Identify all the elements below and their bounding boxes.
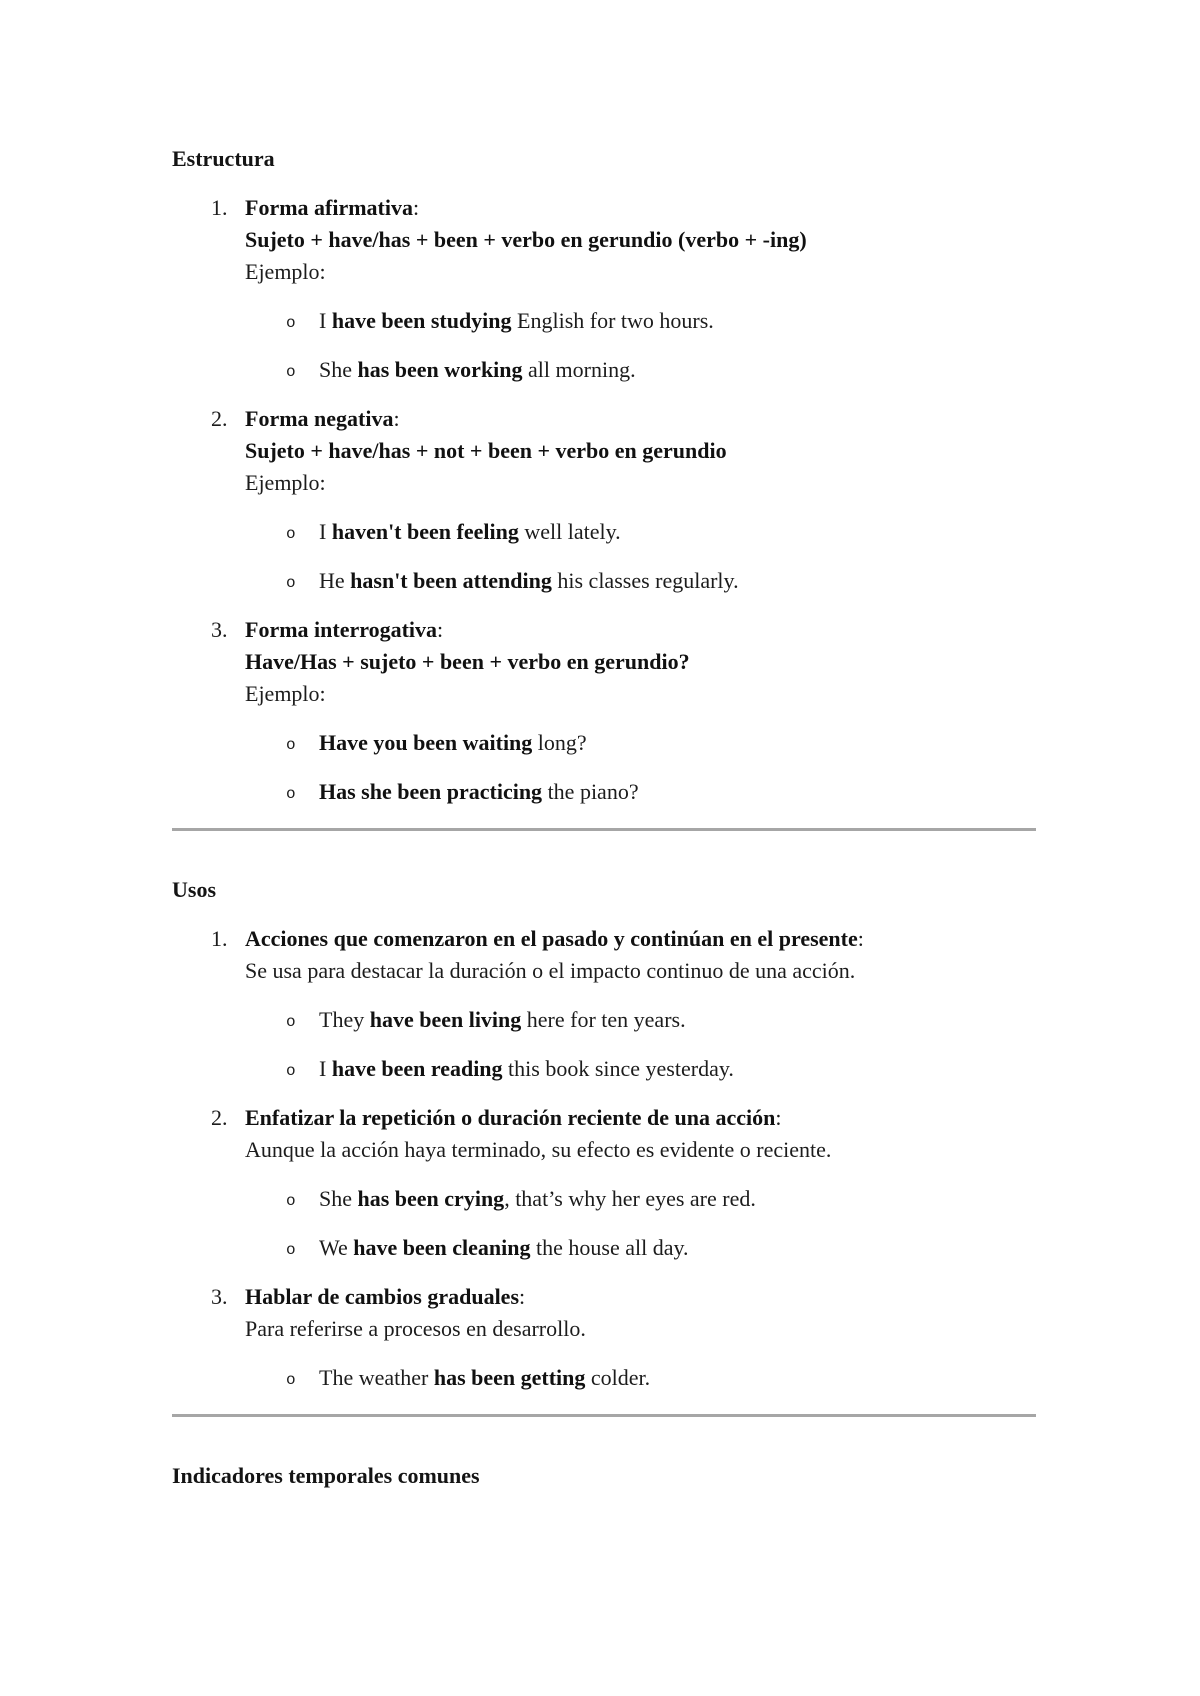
text-run: colder. [585,1365,651,1390]
item-line [245,1281,1036,1313]
text-run: The weather [319,1365,434,1390]
bold-text: have been studying [331,308,512,333]
example-item [245,1004,1036,1036]
list-number: 3. [211,1284,228,1309]
text-run: : [437,617,444,642]
list-item [172,614,1036,808]
list-item [172,192,1036,386]
bullet-marker: o [286,314,296,332]
example-item [245,516,1036,548]
text-run: I [319,1056,332,1081]
bold-text: Forma negativa [245,406,394,431]
bold-text: have been living [369,1007,522,1032]
text-run: all morning. [522,357,636,382]
text-run: We [319,1235,354,1260]
list-number: 1. [211,926,228,951]
section-divider [172,828,1036,831]
list-item [172,1102,1036,1264]
bold-text: Sujeto + have/has + not + been + verbo en gerundio [245,438,727,463]
text-run: Ejemplo: [245,470,326,495]
item-line [245,1102,1036,1134]
bullet-marker: o [286,736,296,754]
example-item [245,1053,1036,1085]
list-item [172,923,1036,1085]
item-line [245,256,1036,288]
example-item [245,565,1036,597]
example-item [245,1362,1036,1394]
list-item [172,1281,1036,1394]
text-run: I [319,519,332,544]
list-number: 3. [211,617,228,642]
text-run: They [319,1007,370,1032]
text-run: Aunque la acción haya terminado, su efecto es evidente o reciente. [245,1137,832,1162]
example-item [245,1232,1036,1264]
text-run: the piano? [542,779,639,804]
item-line [245,403,1036,435]
item-line [245,955,1036,987]
text-run: his classes regularly. [551,568,739,593]
text-run: I [319,308,332,333]
text-run: long? [532,730,587,755]
section-divider [172,1414,1036,1417]
example-list [245,516,1036,597]
example-list [245,1004,1036,1085]
list-item-body [245,192,1036,386]
text-run: She [319,1186,358,1211]
bullet-marker: o [286,1192,296,1210]
text-run: Ejemplo: [245,259,326,284]
text-run: : [775,1105,782,1130]
bold-text: haven't been feeling [331,519,519,544]
list-item [172,403,1036,597]
bold-text: has been crying [357,1186,505,1211]
section-title: Usos [172,877,217,902]
text-run: this book since yesterday. [502,1056,734,1081]
numbered-list [172,192,1036,808]
bullet-marker: o [286,785,296,803]
bold-text: Have/Has + sujeto + been + verbo en gerundio? [245,649,690,674]
section-title: Indicadores temporales comunes [172,1463,480,1488]
numbered-list [172,923,1036,1394]
example-list [245,1362,1036,1394]
item-line [245,646,1036,678]
bold-text: Enfatizar la repetición o duración reciente de una acción [245,1105,776,1130]
bullet-marker: o [286,1062,296,1080]
text-run: the house all day. [530,1235,689,1260]
item-line [245,224,1036,256]
bold-text: Has she been practicing [319,779,543,804]
bold-text: has been working [357,357,523,382]
list-item-body [245,1281,1036,1394]
text-run: : [413,195,420,220]
item-line [245,923,1036,955]
list-item-body [245,403,1036,597]
bullet-marker: o [286,1241,296,1259]
text-run: well lately. [518,519,621,544]
item-line [245,1313,1036,1345]
bullet-marker: o [286,1013,296,1031]
text-run: here for ten years. [521,1007,686,1032]
text-run: Se usa para destacar la duración o el impacto continuo de una acción. [245,958,856,983]
item-line [245,1134,1036,1166]
example-item [245,727,1036,759]
item-line [245,467,1036,499]
list-number: 1. [211,195,228,220]
bold-text: Have you been waiting [319,730,533,755]
bold-text: Hablar de cambios graduales [245,1284,520,1309]
text-run: She [319,357,358,382]
item-line [245,614,1036,646]
text-run: , that’s why her eyes are red. [504,1186,756,1211]
bold-text: have been reading [331,1056,503,1081]
item-line [245,678,1036,710]
bold-text: has been getting [433,1365,586,1390]
bold-text: hasn't been attending [350,568,552,593]
text-run: : [857,926,864,951]
example-list [245,1183,1036,1264]
text-run: He [319,568,351,593]
text-run: : [519,1284,526,1309]
example-item [245,1183,1036,1215]
bullet-marker: o [286,1371,296,1389]
example-item [245,354,1036,386]
item-line [245,192,1036,224]
list-item-body [245,614,1036,808]
text-run: Ejemplo: [245,681,326,706]
example-item [245,305,1036,337]
example-list [245,727,1036,808]
item-line [245,435,1036,467]
list-item-body [245,1102,1036,1264]
list-number: 2. [211,1105,228,1130]
text-run: : [393,406,400,431]
bold-text: Sujeto + have/has + been + verbo en gerundio (verbo + -ing) [245,227,807,252]
document-body [172,143,1036,1492]
bold-text: Forma interrogativa [245,617,438,642]
bold-text: have been cleaning [353,1235,531,1260]
section-title: Estructura [172,146,275,171]
bullet-marker: o [286,574,296,592]
text-run: Para referirse a procesos en desarrollo. [245,1316,586,1341]
text-run: English for two hours. [511,308,714,333]
example-item [245,776,1036,808]
list-number: 2. [211,406,228,431]
bold-text: Acciones que comenzaron en el pasado y continúan en el presente [245,926,858,951]
bullet-marker: o [286,525,296,543]
bold-text: Forma afirmativa [245,195,413,220]
example-list [245,305,1036,386]
bullet-marker: o [286,363,296,381]
list-item-body [245,923,1036,1085]
